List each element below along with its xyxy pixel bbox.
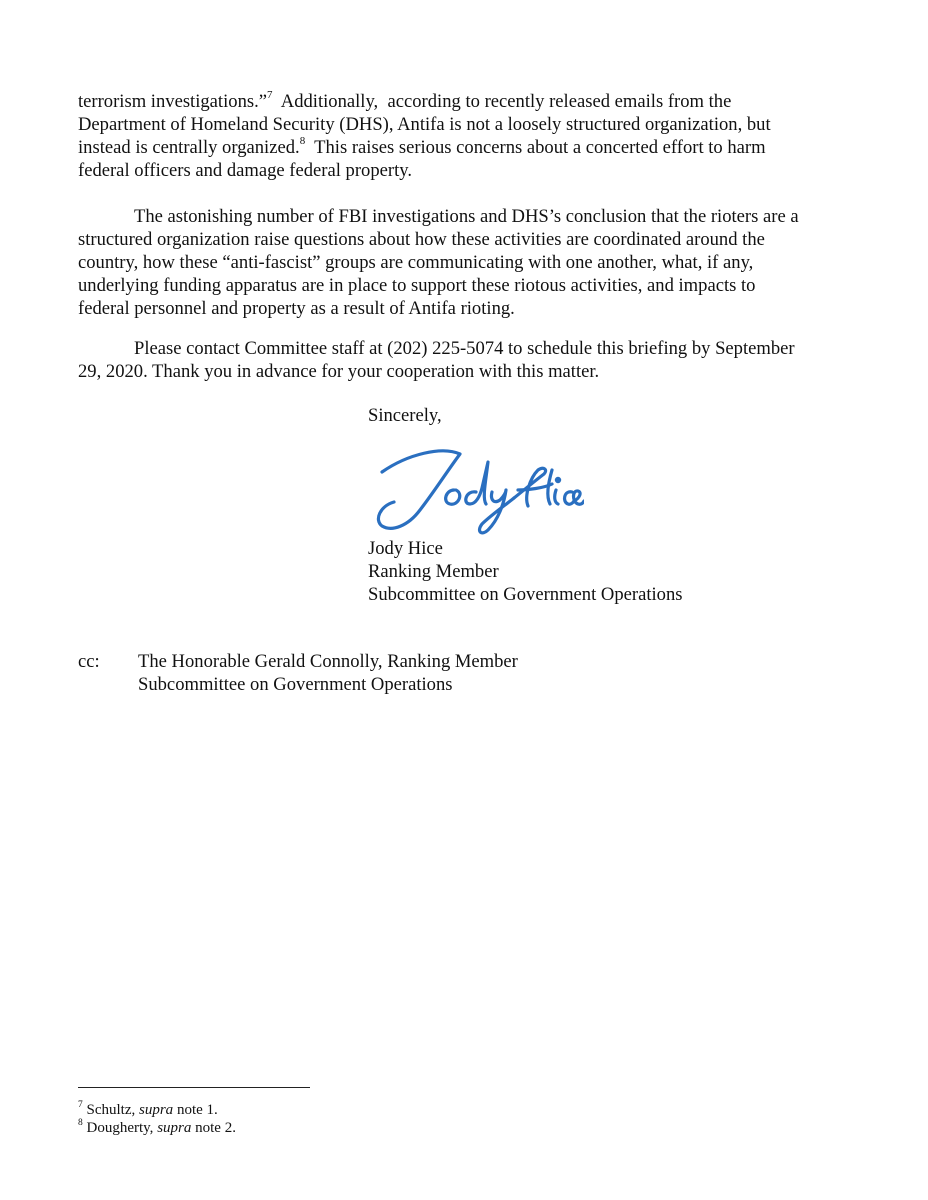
footnote-number: 8 <box>78 1118 83 1128</box>
cc-recipient: The Honorable Gerald Connolly, Ranking Member <box>138 651 518 672</box>
text: instead is centrally organized. <box>78 137 300 158</box>
footnote-8 <box>78 1119 236 1137</box>
paragraph-1-line-3 <box>78 134 766 159</box>
paragraph-3-line-1: Please contact Committee staff at (202) 225-5074 to schedule this briefing by September <box>134 338 795 359</box>
footnote-divider <box>78 1087 310 1088</box>
salutation: Sincerely, <box>368 405 442 426</box>
paragraph-1-line-1 <box>78 88 732 113</box>
paragraph-2-line-5: federal personnel and property as a result of Antifa rioting. <box>78 298 515 319</box>
signer-title: Ranking Member <box>368 561 499 582</box>
text: This raises serious concerns about a concerted effort to harm <box>305 137 766 158</box>
paragraph-1-line-2: Department of Homeland Security (DHS), Antifa is not a loosely structured organization, but <box>78 114 771 135</box>
signature-strokes <box>378 451 584 533</box>
signer-subcommittee: Subcommittee on Government Operations <box>368 584 683 605</box>
footnote-note: note 2. <box>191 1120 236 1136</box>
paragraph-3-line-2: 29, 2020. Thank you in advance for your cooperation with this matter. <box>78 361 600 382</box>
footnote-note: note 1. <box>173 1102 218 1118</box>
paragraph-2-line-4: underlying funding apparatus are in place to support these riotous activities, and impacts to <box>78 275 756 296</box>
text: Additionally, according to recently released emails from the <box>272 91 732 112</box>
cc-label: cc: <box>78 651 100 672</box>
signer-name: Jody Hice <box>368 538 443 559</box>
footnote-ref-7: 7 <box>267 88 273 101</box>
paragraph-2-line-1: The astonishing number of FBI investigations and DHS’s conclusion that the rioters are a <box>134 206 799 227</box>
footnote-supra: supra <box>157 1120 192 1136</box>
cc-recipient-subcommittee: Subcommittee on Government Operations <box>138 674 453 695</box>
footnote-number: 7 <box>78 1100 83 1110</box>
text: terrorism investigations.” <box>78 91 267 112</box>
footnote-author: Schultz, <box>86 1102 139 1118</box>
paragraph-2-line-3: country, how these “anti-fascist” groups are communicating with one another, what, if any, <box>78 252 754 273</box>
paragraph-1-line-4: federal officers and damage federal property. <box>78 160 412 181</box>
paragraph-2-line-2: structured organization raise questions about how these activities are coordinated around the <box>78 229 765 250</box>
handwritten-signature <box>368 440 584 540</box>
footnote-supra: supra <box>139 1102 174 1118</box>
footnote-author: Dougherty, <box>86 1120 158 1136</box>
footnote-ref-8: 8 <box>299 134 306 147</box>
footnote-7 <box>78 1101 218 1119</box>
